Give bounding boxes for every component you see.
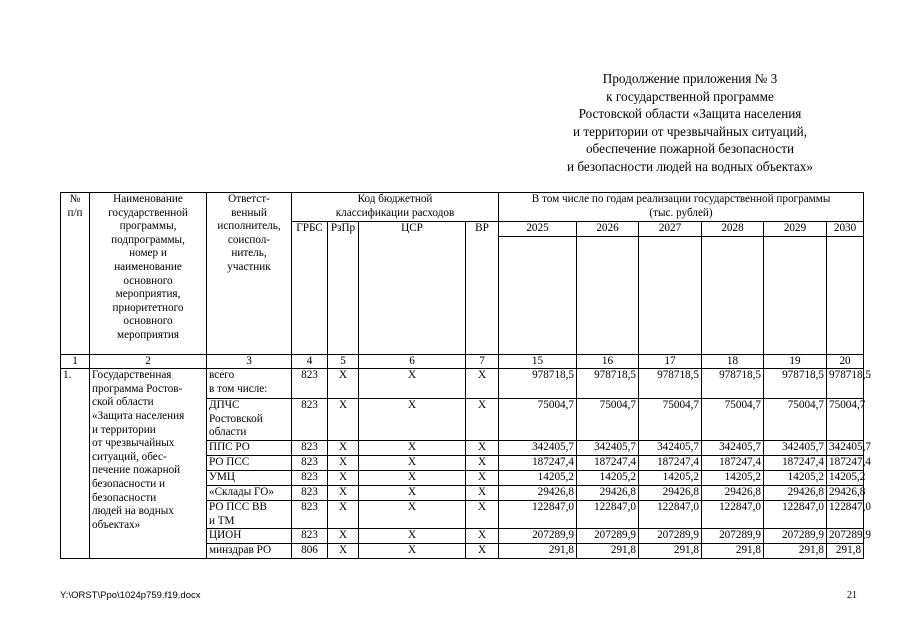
column-number: 20	[827, 354, 864, 369]
column-number: 19	[764, 354, 827, 369]
header-cell-line: Наименование	[113, 193, 183, 205]
col-header-rzpr: РзПр	[328, 222, 359, 355]
amount-cell: 29426,8	[639, 486, 702, 501]
grbs-code: 823	[292, 501, 328, 529]
program-name	[90, 369, 207, 559]
amount-cell: 75004,7	[764, 399, 827, 441]
column-number: 5	[328, 354, 359, 369]
amount-cell: 75004,7	[639, 399, 702, 441]
amount-cell: 342405,7	[764, 441, 827, 456]
amount-cell: 978718,5	[702, 369, 764, 399]
col-header-year: 2026	[577, 222, 639, 237]
vr-code: Х	[466, 456, 499, 471]
column-number-row	[61, 354, 864, 369]
program-name-line: от чрезвычайных	[92, 437, 175, 450]
grbs-code: 823	[292, 529, 328, 544]
col-header-responsible	[207, 193, 292, 355]
program-name-line: Государственная	[92, 369, 172, 382]
amount-cell: 342405,7	[702, 441, 764, 456]
header-line: Ростовской области «Защита населения	[578, 106, 802, 122]
responsible-line: «Склады ГО»	[209, 486, 274, 499]
responsible-executor	[207, 399, 292, 441]
header-cell-line: №	[69, 193, 81, 205]
column-number: 15	[499, 354, 577, 369]
col-header-grbs: ГРБС	[292, 222, 328, 355]
appendix-header	[525, 70, 855, 176]
rzpr-code: Х	[328, 456, 359, 471]
responsible-line: ППС РО	[209, 441, 250, 454]
grbs-code: 823	[292, 471, 328, 486]
grbs-code: 823	[292, 369, 328, 399]
amount-cell: 122847,0	[764, 501, 827, 529]
responsible-line: ДПЧС	[209, 399, 240, 412]
amount-cell: 29426,8	[702, 486, 764, 501]
program-name-line: и территории	[92, 423, 156, 436]
header-cell-line: венный	[231, 206, 267, 219]
col-header-year: 2029	[764, 222, 827, 237]
header-cell-line: соиспол-	[227, 233, 271, 246]
amount-cell: 75004,7	[827, 399, 864, 441]
amount-cell: 291,8	[827, 544, 864, 559]
program-name-line: «Защита населения	[92, 409, 185, 422]
header-cell-line: приоритетного	[112, 301, 184, 314]
column-number: 7	[466, 354, 499, 369]
amount-cell: 75004,7	[702, 399, 764, 441]
header-cell-line: В том числе по годам реализации государственной программы	[531, 193, 831, 205]
csr-code: Х	[359, 441, 466, 456]
responsible-line: области	[209, 426, 247, 439]
rzpr-code: Х	[328, 441, 359, 456]
amount-cell: 207289,9	[827, 529, 864, 544]
responsible-line: Ростовской	[209, 412, 263, 425]
header-cell-line: основного	[123, 315, 173, 328]
program-name-line: ской области	[92, 396, 154, 409]
vr-code: Х	[466, 471, 499, 486]
program-name-line: безопасности	[92, 491, 157, 504]
vr-code: Х	[466, 486, 499, 501]
header-cell-line: исполнитель,	[217, 220, 281, 233]
rzpr-code: Х	[328, 529, 359, 544]
header-line: к государственной программе	[606, 88, 774, 104]
header-cell-line: государственной	[108, 206, 188, 219]
responsible-line: в том числе:	[209, 382, 268, 395]
amount-cell: 207289,9	[764, 529, 827, 544]
vr-code: Х	[466, 441, 499, 456]
csr-code: Х	[359, 486, 466, 501]
grbs-code: 823	[292, 486, 328, 501]
amount-cell: 207289,9	[577, 529, 639, 544]
header-cell-line: подпрограммы,	[111, 233, 185, 246]
amount-cell: 207289,9	[499, 529, 577, 544]
col-header-year: 2025	[499, 222, 577, 237]
amount-cell: 14205,2	[577, 471, 639, 486]
vr-code: Х	[466, 544, 499, 559]
col-header-name	[90, 193, 207, 355]
amount-cell: 14205,2	[827, 471, 864, 486]
program-name-line: ситуаций, обес-	[92, 450, 167, 463]
amount-cell: 187247,4	[499, 456, 577, 471]
col-header-year: 2028	[702, 222, 764, 237]
header-cell-line: мероприятия,	[115, 288, 181, 301]
amount-cell: 978718,5	[639, 369, 702, 399]
column-number: 17	[639, 354, 702, 369]
rzpr-code: Х	[328, 471, 359, 486]
footer-file-path: Y:\ORST\Ppo\1024p759.f19.docx	[60, 590, 201, 601]
responsible-line: РО ПСС ВВ	[209, 501, 267, 514]
header-cell-line: программы,	[119, 220, 177, 233]
amount-cell: 75004,7	[577, 399, 639, 441]
header-cell-line: Код бюджетной	[357, 193, 433, 205]
program-name-line: печение пожарной	[92, 464, 181, 477]
amount-cell: 978718,5	[499, 369, 577, 399]
program-name-line: людей на водных	[92, 505, 174, 518]
responsible-line: всего	[209, 369, 235, 382]
amount-cell: 14205,2	[764, 471, 827, 486]
page-number: 21	[847, 590, 857, 601]
responsible-line: минздрав РО	[209, 544, 272, 557]
header-cell-line: классификации расходов	[335, 206, 455, 219]
amount-cell: 291,8	[577, 544, 639, 559]
amount-cell: 122847,0	[499, 501, 577, 529]
header-cell-line: участник	[227, 260, 271, 273]
amount-cell: 187247,4	[764, 456, 827, 471]
header-cell-line: п/п	[67, 206, 83, 219]
amount-cell: 342405,7	[499, 441, 577, 456]
amount-cell: 342405,7	[577, 441, 639, 456]
header-cell-line: наименование	[114, 260, 182, 273]
csr-code: Х	[359, 529, 466, 544]
amount-cell: 291,8	[639, 544, 702, 559]
header-line: обеспечение пожарной безопасности	[585, 141, 795, 157]
amount-cell: 122847,0	[827, 501, 864, 529]
table-row	[61, 369, 864, 399]
grbs-code: 806	[292, 544, 328, 559]
col-header-vr: ВР	[466, 222, 499, 355]
rzpr-code: Х	[328, 544, 359, 559]
amount-cell: 14205,2	[639, 471, 702, 486]
amount-cell: 291,8	[499, 544, 577, 559]
responsible-executor	[207, 544, 292, 559]
amount-cell: 122847,0	[577, 501, 639, 529]
responsible-executor	[207, 369, 292, 399]
header-cell-line: номер и	[129, 247, 167, 260]
csr-code: Х	[359, 399, 466, 441]
program-name-line: программа Ростов-	[92, 382, 183, 395]
program-number: 1.	[61, 369, 90, 559]
column-number: 16	[577, 354, 639, 369]
rzpr-code: Х	[328, 369, 359, 399]
responsible-executor	[207, 486, 292, 501]
csr-code: Х	[359, 544, 466, 559]
amount-cell: 978718,5	[827, 369, 864, 399]
amount-cell: 29426,8	[764, 486, 827, 501]
amount-cell: 187247,4	[702, 456, 764, 471]
header-line: и территории от чрезвычайных ситуаций,	[572, 123, 807, 139]
amount-cell: 14205,2	[702, 471, 764, 486]
amount-cell: 342405,7	[639, 441, 702, 456]
amount-cell: 29426,8	[827, 486, 864, 501]
csr-code: Х	[359, 369, 466, 399]
header-cell-line: нитель,	[231, 247, 267, 260]
header-cell-line: (тыс. рублей)	[649, 206, 713, 219]
program-name-line: безопасности и	[92, 477, 165, 490]
col-header-csr: ЦСР	[359, 222, 466, 355]
responsible-executor	[207, 471, 292, 486]
responsible-line: ЦИОН	[209, 529, 242, 542]
amount-cell: 207289,9	[639, 529, 702, 544]
col-header-year: 2027	[639, 222, 702, 237]
budget-table	[60, 192, 871, 559]
header-line: Продолжение приложения № 3	[602, 71, 778, 86]
amount-cell: 291,8	[702, 544, 764, 559]
col-header-num	[61, 193, 90, 355]
amount-cell: 14205,2	[499, 471, 577, 486]
rzpr-code: Х	[328, 486, 359, 501]
grbs-code: 823	[292, 399, 328, 441]
col-header-budget-code	[292, 193, 499, 222]
responsible-line: УМЦ	[209, 471, 235, 484]
amount-cell: 342405,7	[827, 441, 864, 456]
vr-code: Х	[466, 529, 499, 544]
amount-cell: 122847,0	[639, 501, 702, 529]
csr-code: Х	[359, 456, 466, 471]
rzpr-code: Х	[328, 399, 359, 441]
amount-cell: 187247,4	[577, 456, 639, 471]
grbs-code: 823	[292, 441, 328, 456]
column-number: 2	[90, 354, 207, 369]
vr-code: Х	[466, 501, 499, 529]
column-number: 3	[207, 354, 292, 369]
program-name-line: объектах»	[92, 518, 141, 531]
csr-code: Х	[359, 501, 466, 529]
col-header-years-group	[499, 193, 864, 222]
vr-code: Х	[466, 399, 499, 441]
vr-code: Х	[466, 369, 499, 399]
column-number: 6	[359, 354, 466, 369]
responsible-line: РО ПСС	[209, 456, 250, 469]
amount-cell: 187247,4	[827, 456, 864, 471]
column-number: 18	[702, 354, 764, 369]
amount-cell: 29426,8	[499, 486, 577, 501]
amount-cell: 978718,5	[577, 369, 639, 399]
header-cell-line: мероприятия	[117, 328, 179, 341]
amount-cell: 187247,4	[639, 456, 702, 471]
amount-cell: 29426,8	[577, 486, 639, 501]
amount-cell: 207289,9	[702, 529, 764, 544]
grbs-code: 823	[292, 456, 328, 471]
col-header-year: 2030	[827, 222, 864, 237]
responsible-executor	[207, 456, 292, 471]
amount-cell: 122847,0	[702, 501, 764, 529]
amount-cell: 291,8	[764, 544, 827, 559]
column-number: 1	[61, 354, 90, 369]
rzpr-code: Х	[328, 501, 359, 529]
responsible-executor	[207, 501, 292, 529]
responsible-line: и ТМ	[209, 514, 235, 527]
responsible-executor	[207, 441, 292, 456]
header-line: и безопасности людей на водных объектах»	[567, 158, 813, 174]
amount-cell: 978718,5	[764, 369, 827, 399]
responsible-executor	[207, 529, 292, 544]
amount-cell: 75004,7	[499, 399, 577, 441]
csr-code: Х	[359, 471, 466, 486]
header-cell-line: основного	[123, 274, 173, 287]
header-cell-line: Ответст-	[228, 193, 270, 205]
column-number: 4	[292, 354, 328, 369]
